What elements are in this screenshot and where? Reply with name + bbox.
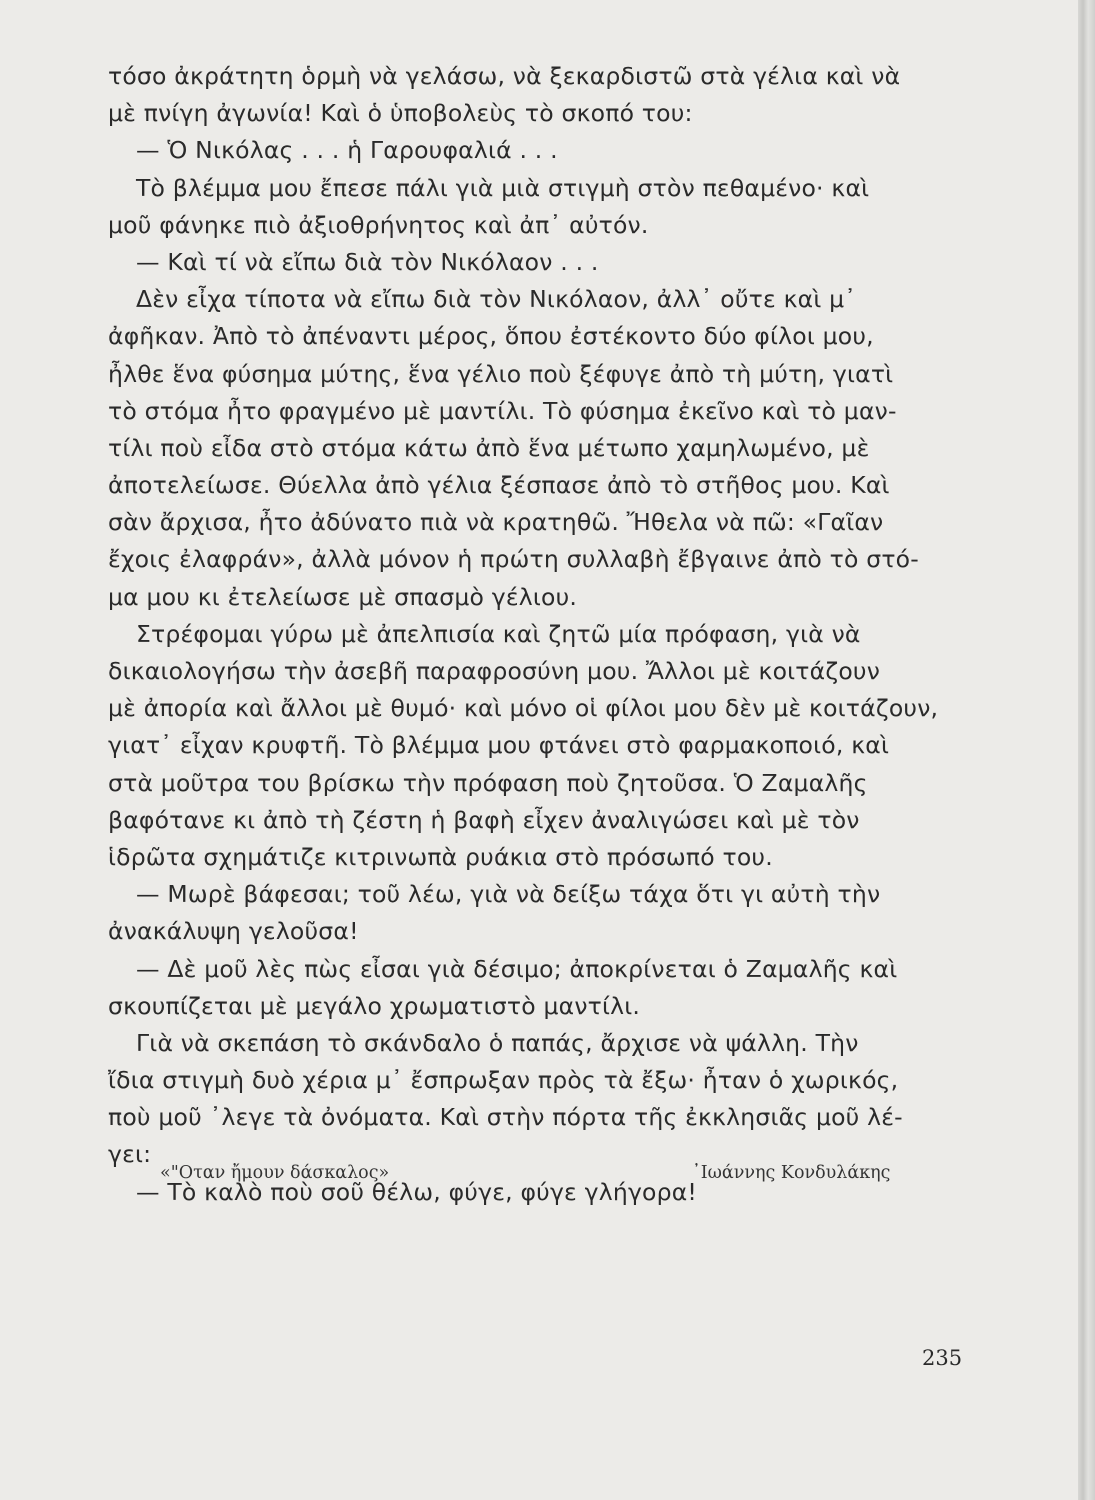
text-line: — Δὲ μοῦ λὲς πὼς εἶσαι γιὰ δέσιμο; ἀποκρίνεται ὁ Ζαμαλῆς καὶ: [136, 954, 898, 983]
text-line: δικαιολογήσω τὴν ἀσεβῆ παραφροσύνη μου. Ἄλλοι μὲ κοιτάζουν: [108, 657, 881, 685]
text-line: — Τὸ καλὸ ποὺ σοῦ θέλω, φύγε, φύγε γλήγορα!: [136, 1177, 698, 1206]
text-line: ἦλθε ἕνα φύσημα μύτης, ἕνα γέλιο ποὺ ξέφυγε ἀπὸ τὴ μύτη, γιατὶ: [108, 359, 894, 388]
text-line: Τὸ βλέμμα μου ἔπεσε πάλι γιὰ μιὰ στιγμὴ στὸν πεθαμένο· καὶ: [136, 173, 870, 202]
text-line: μα μου κι ἐτελείωσε μὲ σπασμὸ γέλιου.: [108, 582, 578, 611]
text-line: ποὺ μοῦ ᾿λεγε τὰ ὀνόματα. Καὶ στὴν πόρτα τῆς ἐκκλησιᾶς μοῦ λέ-: [108, 1103, 903, 1132]
text-line: στὰ μοῦτρα του βρίσκω τὴν πρόφαση ποὺ ζητοῦσα. Ὁ Ζαμαλῆς: [108, 768, 868, 797]
body-text: [108, 58, 950, 1211]
text-line: ἀφῆκαν. Ἀπὸ τὸ ἀπέναντι μέρος, ὅπου ἐστέκοντο δύο φίλοι μου,: [108, 322, 874, 351]
page-number: 235: [922, 1346, 963, 1370]
page-edge: [1078, 0, 1095, 1500]
author-name: ᾿Ιωάννης Κονδυλάκης: [692, 1163, 891, 1183]
text-line: μὲ πνίγη ἀγωνία! Καὶ ὁ ὑποβολεὺς τὸ σκοπό του:: [108, 99, 693, 128]
text-line: — Ὁ Νικόλας . . . ἡ Γαρουφαλιά . . .: [136, 136, 558, 165]
text-line: μὲ ἀπορία καὶ ἄλλοι μὲ θυμό· καὶ μόνο οἱ φίλοι μου δὲν μὲ κοιτάζουν,: [108, 694, 939, 723]
text-line: ἀνακάλυψη γελοῦσα!: [108, 917, 359, 946]
text-line: Στρέφομαι γύρω μὲ ἀπελπισία καὶ ζητῶ μία πρόφαση, γιὰ νὰ: [136, 619, 861, 648]
text-line: ἴδια στιγμὴ δυὸ χέρια μ᾿ ἔσπρωξαν πρὸς τὰ ἔξω· ἦταν ὁ χωρικός,: [108, 1066, 899, 1095]
text-line: ἔχοις ἐλαφράν», ἀλλὰ μόνον ἡ πρώτη συλλαβὴ ἔβγαινε ἀπὸ τὸ στό-: [108, 545, 919, 574]
text-line: — Μωρὲ βάφεσαι; τοῦ λέω, γιὰ νὰ δείξω τάχα ὅτι γι αὐτὴ τὴν: [136, 880, 881, 909]
text-line: τίλι ποὺ εἶδα στὸ στόμα κάτω ἀπὸ ἕνα μέτωπο χαμηλωμένο, μὲ: [108, 433, 870, 462]
text-line: βαφότανε κι ἀπὸ τὴ ζέστη ἡ βαφὴ εἶχεν ἀναλιγώσει καὶ μὲ τὸν: [108, 805, 860, 834]
source-citation: «"Οταν ἤμουν δάσκαλος»: [160, 1163, 390, 1183]
text-line: — Καὶ τί νὰ εἴπω διὰ τὸν Νικόλαον . . .: [136, 247, 599, 276]
text-line: τόσο ἀκράτητη ὁρμὴ νὰ γελάσω, νὰ ξεκαρδιστῶ στὰ γέλια καὶ νὰ: [108, 62, 901, 90]
text-line: σκουπίζεται μὲ μεγάλο χρωματιστὸ μαντίλι.: [108, 991, 641, 1020]
text-line: Δὲν εἶχα τίποτα νὰ εἴπω διὰ τὸν Νικόλαον, ἀλλ᾿ οὔτε καὶ μ᾿: [136, 285, 857, 314]
text-line: ἀποτελείωσε. Θύελλα ἀπὸ γέλια ξέσπασε ἀπὸ τὸ στῆθος μου. Καὶ: [108, 471, 890, 500]
text-line: γιατ᾿ εἶχαν κρυφτῆ. Τὸ βλέμμα μου φτάνει στὸ φαρμακοποιό, καὶ: [108, 731, 890, 760]
text-line: γει:: [108, 1140, 152, 1169]
text-line: ἱδρῶτα σχημάτιζε κιτρινωπὰ ρυάκια στὸ πρόσωπό του.: [108, 842, 773, 871]
text-line: τὸ στόμα ἦτο φραγμένο μὲ μαντίλι. Τὸ φύσημα ἐκεῖνο καὶ τὸ μαν-: [108, 396, 897, 425]
text-line: μοῦ φάνηκε πιὸ ἀξιοθρήνητος καὶ ἀπ᾿ αὐτόν.: [108, 210, 649, 239]
text-line: σὰν ἄρχισα, ἦτο ἀδύνατο πιὰ νὰ κρατηθῶ. Ἤθελα νὰ πῶ: «Γαῖαν: [108, 508, 884, 537]
text-line: Γιὰ νὰ σκεπάση τὸ σκάνδαλο ὁ παπάς, ἄρχισε νὰ ψάλλη. Τὴν: [136, 1028, 859, 1057]
